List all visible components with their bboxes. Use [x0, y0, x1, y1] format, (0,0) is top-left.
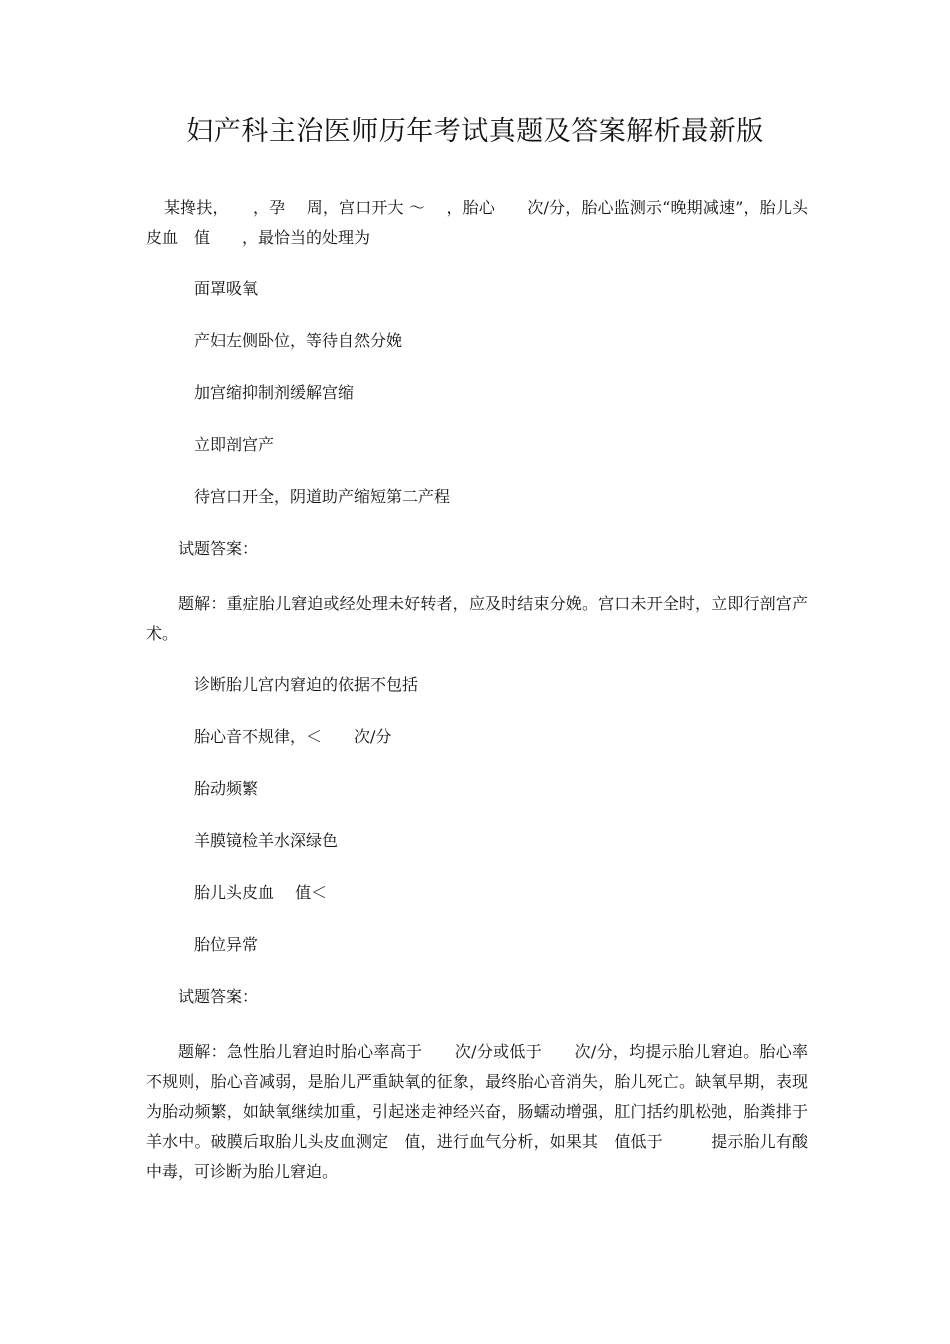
- question-2-option-a: 胎心音不规律，＜ 次/分: [194, 727, 392, 746]
- question-2-option-c: 羊膜镜检羊水深绿色: [194, 831, 339, 850]
- question-2-explanation: 题解：急性胎儿窘迫时胎心率高于 次/分或低于 次/分，均提示胎儿窘迫。胎心率不规则，胎心音减弱，是胎儿严重缺氧的征象，最终胎心音消失，胎儿死亡。缺氧早期，表现为胎动频繁，如缺氧继续加重，引起迷走神经兴奋，肠蠕动增强，肛门括约肌松弛，胎粪排于羊水中。破膜后取胎儿头皮血测定 值，进行血气分析，如果其 值低于 提示胎儿有酸中毒，可诊断为胎儿窘迫。: [146, 1042, 808, 1181]
- question-2-option-b: 胎动频繁: [194, 779, 259, 798]
- question-1-answer-label: 试题答案：: [178, 539, 259, 558]
- page-title: 妇产科主治医师历年考试真题及答案解析最新版: [186, 116, 764, 147]
- question-1-option-c: 加宫缩抑制剂缓解宫缩: [194, 383, 355, 402]
- question-1-option-a: 面罩吸氧: [194, 279, 259, 298]
- question-1-explanation: 题解：重症胎儿窘迫或经处理未好转者，应及时结束分娩。宫口未开全时，立即行剖宫产术。: [146, 594, 808, 643]
- question-2-stem: 诊断胎儿宫内窘迫的依据不包括: [194, 675, 419, 694]
- question-1-stem: 某搀扶， ，孕 周，宫口开大 ～ ，胎心 次/分，胎心监测示“晚期减速”，胎儿头皮血 值 ，最恰当的处理为: [146, 198, 808, 247]
- question-1-option-b: 产妇左侧卧位，等待自然分娩: [194, 331, 403, 350]
- question-2-option-e: 胎位异常: [194, 935, 259, 954]
- question-1-option-d: 立即剖宫产: [194, 435, 275, 454]
- question-2-answer-label: 试题答案：: [178, 987, 259, 1006]
- question-2-option-d: 胎儿头皮血 值＜: [194, 883, 328, 902]
- question-1-option-e: 待宫口开全，阴道助产缩短第二产程: [194, 487, 451, 506]
